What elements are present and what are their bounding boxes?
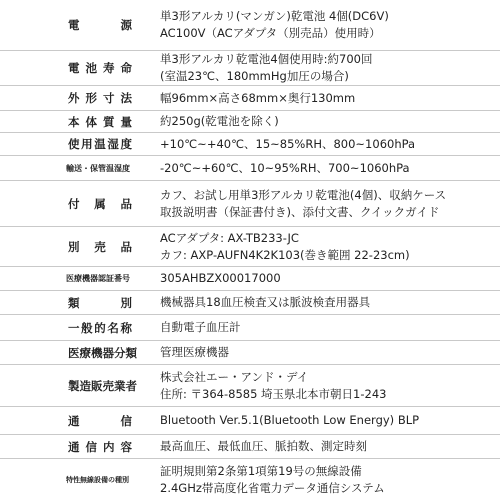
spec-value	[160, 315, 496, 340]
spec-value	[160, 133, 496, 155]
spec-row-device-class	[0, 340, 500, 364]
spec-row-classification	[0, 290, 500, 314]
spec-value	[160, 0, 496, 50]
spec-value-line: 株式会社エー・アンド・デイ	[160, 369, 309, 384]
spec-row-communication	[0, 406, 500, 434]
spec-label-text: 電 源	[68, 18, 132, 32]
spec-row-accessories	[0, 180, 500, 226]
spec-value	[160, 291, 496, 314]
spec-row-power	[0, 0, 500, 50]
spec-value-line: 取扱説明書（保証書付き)、添付文書、クイックガイド	[160, 204, 440, 219]
spec-label-text: 通 信	[68, 413, 132, 428]
spec-value-line: 単3形アルカリ乾電池4個使用時:約700回	[160, 52, 373, 66]
spec-value-line: AC100V（ACアダプタ（別売品）使用時）	[160, 26, 381, 40]
spec-label-text: 付 属 品	[68, 196, 132, 211]
spec-row-communication-content	[0, 434, 500, 458]
spec-value	[160, 435, 496, 458]
spec-value-line: +10℃~+40℃、15~85%RH、800~1060hPa	[160, 136, 416, 151]
spec-label-text: 本 体 質 量	[68, 114, 132, 129]
spec-label: 輸送・保管温湿度	[66, 163, 130, 173]
spec-label: 医療機器認証番号	[66, 274, 130, 283]
spec-value	[160, 365, 496, 406]
spec-row-battery-life	[0, 50, 500, 85]
spec-label-text: 一 般 的 名 称	[68, 320, 132, 335]
spec-value-line: Bluetooth Ver.5.1(Bluetooth Low Energy) BLP	[160, 413, 420, 427]
spec-row-radio-equipment-type	[0, 458, 500, 500]
spec-value-line: (室温23℃、180mmHg加圧の場合)	[160, 69, 349, 83]
spec-row-operating-conditions	[0, 132, 500, 155]
spec-value	[160, 459, 496, 500]
spec-label	[0, 435, 132, 458]
spec-value-line: 住所: 〒364-8585 埼玉県北本市朝日1-243	[160, 386, 387, 401]
spec-label	[0, 111, 132, 132]
spec-label-text: 別 売 品	[68, 239, 132, 254]
spec-label	[0, 407, 132, 434]
spec-value	[160, 86, 496, 110]
spec-label	[0, 133, 132, 155]
spec-value-line: 幅96mm×高さ68mm×奥行130mm	[160, 90, 356, 105]
spec-label: 特性無線設備の種別	[66, 475, 129, 484]
spec-row-weight	[0, 110, 500, 132]
spec-value-line: -20℃~+60℃、10~95%RH、700~1060hPa	[160, 160, 410, 175]
spec-label-text: 外 形 寸 法	[68, 91, 132, 105]
spec-label-text: 製 造 販 売 業 者	[68, 378, 137, 393]
spec-label-text: 医 療 機 器 分 類	[68, 345, 137, 360]
spec-row-manufacturer	[0, 364, 500, 406]
spec-row-dimensions	[0, 85, 500, 110]
spec-value-line: 約250g(乾電池を除く)	[160, 114, 279, 128]
spec-value-line: 証明規則第2条第1項第19号の無線設備	[160, 463, 362, 478]
spec-label-text: 使 用 温 湿 度	[68, 137, 132, 151]
spec-value-line: カフ: AXP-AUFN4K2K103(巻き範囲 22-23cm)	[160, 247, 410, 262]
spec-label	[0, 181, 132, 226]
spec-label	[0, 51, 132, 85]
spec-value	[160, 227, 496, 266]
spec-label	[0, 365, 137, 406]
spec-label-text: 類 別	[68, 295, 132, 310]
spec-value-line: カフ、お試し用単3形アルカリ乾電池(4個)、収納ケース	[160, 187, 447, 202]
spec-value	[160, 341, 496, 364]
spec-label	[0, 291, 132, 314]
spec-value-line: 管理医療機器	[160, 345, 229, 359]
spec-label	[0, 0, 132, 50]
spec-value-line: 305AHBZX00017000	[160, 271, 281, 285]
spec-value	[160, 181, 496, 226]
spec-value-line: 自動電子血圧計	[160, 320, 241, 334]
spec-row-generic-name	[0, 314, 500, 340]
spec-row-storage-conditions	[0, 155, 500, 180]
spec-value	[160, 156, 496, 180]
spec-row-sold-separately	[0, 226, 500, 266]
spec-value	[160, 111, 496, 132]
spec-value	[160, 267, 496, 290]
spec-row-certification-number	[0, 266, 500, 290]
spec-value-line: 2.4GHz帯高度化省電力データ通信システム	[160, 480, 385, 495]
spec-label	[0, 315, 132, 340]
spec-label-text: 通 信 内 容	[68, 439, 132, 454]
spec-label	[0, 227, 132, 266]
spec-label-text: 電 池 寿 命	[68, 61, 132, 75]
spec-value-line: 単3形アルカリ(マンガン)乾電池 4個(DC6V)	[160, 9, 389, 23]
spec-label	[0, 86, 132, 110]
spec-value-line: 機械器具18血圧検査又は脈波検査用器具	[160, 295, 371, 309]
spec-label	[0, 341, 137, 364]
spec-value	[160, 51, 496, 85]
spec-value-line: 最高血圧、最低血圧、脈拍数、測定時刻	[160, 439, 367, 453]
spec-value	[160, 407, 496, 434]
spec-value-line: ACアダプタ: AX-TB233-JC	[160, 230, 299, 245]
